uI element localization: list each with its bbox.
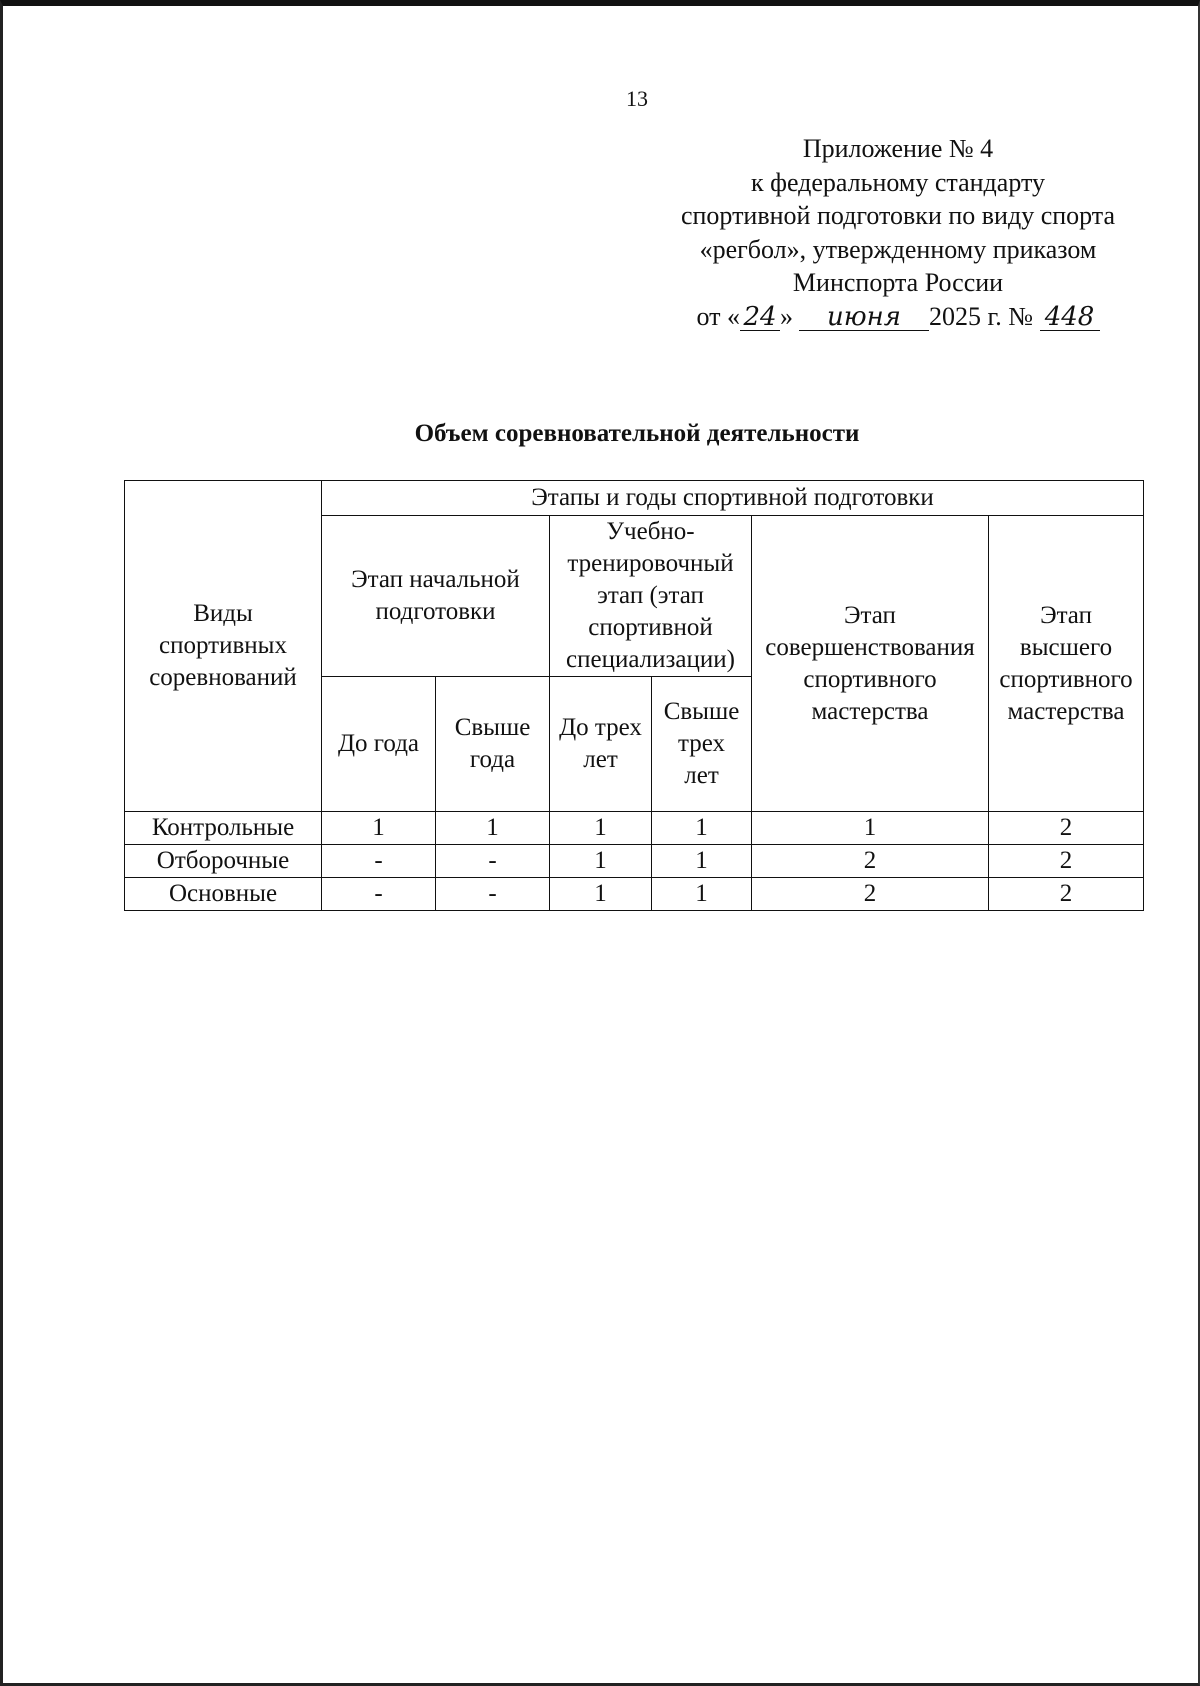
- date-year: 2025 г. №: [928, 301, 1034, 331]
- table-cell: 2: [989, 845, 1144, 878]
- header-stages-and-years: Этапы и годы спортивной подготовки: [322, 481, 1144, 516]
- table-cell: 1: [652, 845, 752, 878]
- table-cell: 1: [322, 812, 436, 845]
- approval-line-2: к федеральному стандарту: [750, 167, 1046, 197]
- approval-block: [643, 132, 1153, 333]
- approval-line-4: «регбол», утвержденному приказом: [699, 234, 1097, 264]
- header-up-to-year: До года: [322, 677, 436, 812]
- approval-line-1: Приложение № 4: [802, 134, 994, 163]
- order-number-handwritten: 448: [1040, 304, 1100, 331]
- approval-line-3: спортивной подготовки по виду спорта: [680, 201, 1116, 230]
- table-cell: -: [322, 845, 436, 878]
- table-cell: 2: [752, 845, 989, 878]
- approval-date-line: [643, 300, 1153, 334]
- page-number: 13: [626, 86, 648, 111]
- row-label: Отборочные: [125, 845, 322, 878]
- header-up-to-three-years: До трех лет: [550, 677, 652, 812]
- competition-volume-table: [124, 480, 1144, 911]
- table-cell: 2: [989, 878, 1144, 911]
- date-mid: »: [779, 301, 793, 331]
- table-row: [125, 812, 1144, 845]
- date-day-handwritten: 24: [740, 304, 780, 331]
- table-cell: 1: [550, 812, 652, 845]
- table-cell: 1: [652, 878, 752, 911]
- header-stage-highest: Этап высшего спортивного мастерства: [989, 516, 1144, 812]
- header-stage-initial: Этап начальной подготовки: [322, 516, 550, 677]
- table-cell: 2: [752, 878, 989, 911]
- table-cell: 1: [550, 878, 652, 911]
- row-label: Контрольные: [125, 812, 322, 845]
- document-title: Объем соревновательной деятельности: [414, 420, 860, 447]
- header-stage-training: Учебно-тренировочный этап (этап спортивной специализации): [550, 516, 752, 677]
- table-row: [125, 878, 1144, 911]
- header-over-year: Свыше года: [436, 677, 550, 812]
- table-cell: 2: [989, 812, 1144, 845]
- date-prefix: от «: [696, 301, 740, 331]
- header-over-three-years: Свыше трех лет: [652, 677, 752, 812]
- approval-line-5: Минспорта России: [792, 268, 1004, 297]
- table-row: [125, 845, 1144, 878]
- header-stage-improvement: Этап совершенствования спортивного мастерства: [752, 516, 989, 812]
- table-cell: 1: [436, 812, 550, 845]
- table-cell: 1: [652, 812, 752, 845]
- table-cell: -: [322, 878, 436, 911]
- header-row-1: [125, 481, 1144, 516]
- table-cell: 1: [550, 845, 652, 878]
- date-month-handwritten: июня: [799, 304, 929, 331]
- table-cell: -: [436, 878, 550, 911]
- table-cell: -: [436, 845, 550, 878]
- header-competition-types: Виды спортивных соревнований: [125, 481, 322, 812]
- table-cell: 1: [752, 812, 989, 845]
- row-label: Основные: [125, 878, 322, 911]
